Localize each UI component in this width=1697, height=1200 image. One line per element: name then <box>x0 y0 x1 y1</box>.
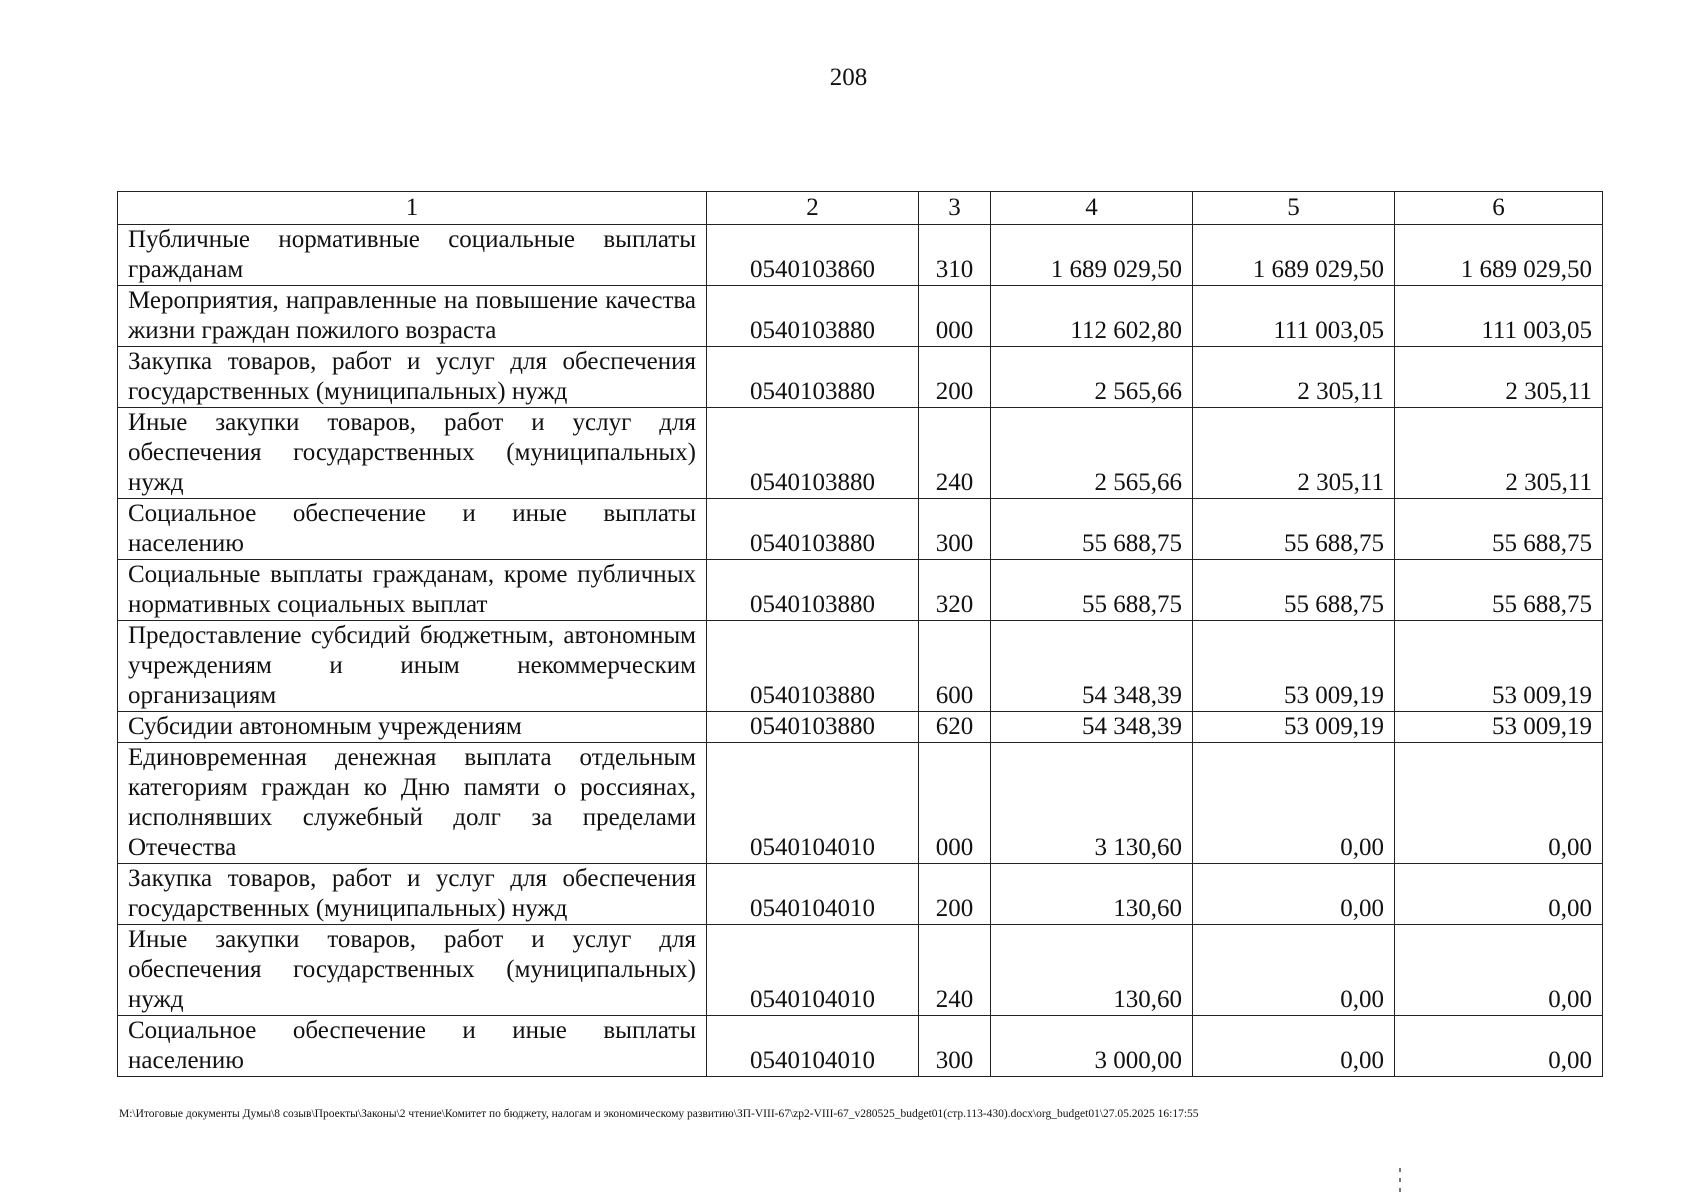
row-name: Социальное обеспечение и иные выплаты населению <box>118 1016 707 1077</box>
table-row <box>118 286 1603 347</box>
row-code: 0540103880 <box>707 286 919 347</box>
row-value-4: 130,60 <box>991 864 1193 925</box>
row-value-4: 2 565,66 <box>991 347 1193 408</box>
column-header-2: 2 <box>707 192 919 225</box>
row-type: 300 <box>919 499 991 560</box>
row-value-5: 53 009,19 <box>1193 621 1395 712</box>
row-value-5: 0,00 <box>1193 743 1395 864</box>
row-value-6: 111 003,05 <box>1395 286 1603 347</box>
table-row <box>118 1016 1603 1077</box>
row-name: Закупка товаров, работ и услуг для обеспечения государственных (муниципальных) нужд <box>118 347 707 408</box>
table-row <box>118 864 1603 925</box>
row-value-5: 0,00 <box>1193 1016 1395 1077</box>
row-name: Закупка товаров, работ и услуг для обеспечения государственных (муниципальных) нужд <box>118 864 707 925</box>
row-type: 300 <box>919 1016 991 1077</box>
row-type: 320 <box>919 560 991 621</box>
row-value-4: 112 602,80 <box>991 286 1193 347</box>
row-value-6: 55 688,75 <box>1395 560 1603 621</box>
row-value-6: 0,00 <box>1395 925 1603 1016</box>
column-header-6: 6 <box>1395 192 1603 225</box>
row-name: Иные закупки товаров, работ и услуг для обеспечения государственных (муниципальных) нужд <box>118 925 707 1016</box>
row-value-5: 2 305,11 <box>1193 347 1395 408</box>
table-row <box>118 499 1603 560</box>
table-row <box>118 347 1603 408</box>
row-value-5: 1 689 029,50 <box>1193 225 1395 286</box>
row-code: 0540103880 <box>707 712 919 743</box>
row-code: 0540104010 <box>707 1016 919 1077</box>
row-value-5: 53 009,19 <box>1193 712 1395 743</box>
table-row <box>118 743 1603 864</box>
row-value-4: 3 000,00 <box>991 1016 1193 1077</box>
row-type: 310 <box>919 225 991 286</box>
table-row <box>118 560 1603 621</box>
row-code: 0540103880 <box>707 347 919 408</box>
row-name: Социальное обеспечение и иные выплаты населению <box>118 499 707 560</box>
table-row <box>118 621 1603 712</box>
row-type: 000 <box>919 286 991 347</box>
row-name: Иные закупки товаров, работ и услуг для обеспечения государственных (муниципальных) нужд <box>118 408 707 499</box>
row-value-4: 54 348,39 <box>991 712 1193 743</box>
budget-table <box>117 191 1603 1077</box>
row-code: 0540103860 <box>707 225 919 286</box>
row-value-6: 0,00 <box>1395 864 1603 925</box>
row-name: Мероприятия, направленные на повышение качества жизни граждан пожилого возраста <box>118 286 707 347</box>
row-value-5: 0,00 <box>1193 925 1395 1016</box>
row-name: Единовременная денежная выплата отдельным категориям граждан ко Дню памяти о россиянах, исполнявших служебный долг за пределами Отечества <box>118 743 707 864</box>
row-value-4: 55 688,75 <box>991 499 1193 560</box>
row-value-5: 55 688,75 <box>1193 499 1395 560</box>
table-row <box>118 712 1603 743</box>
row-value-5: 111 003,05 <box>1193 286 1395 347</box>
header-row <box>118 192 1603 225</box>
page-number: 208 <box>829 64 868 91</box>
row-code: 0540103880 <box>707 408 919 499</box>
row-value-5: 55 688,75 <box>1193 560 1395 621</box>
row-type: 600 <box>919 621 991 712</box>
column-header-5: 5 <box>1193 192 1395 225</box>
row-name: Субсидии автономным учреждениям <box>118 712 707 743</box>
table-row <box>118 225 1603 286</box>
row-value-6: 1 689 029,50 <box>1395 225 1603 286</box>
table-row <box>118 408 1603 499</box>
scan-mark <box>1399 1188 1401 1192</box>
file-path-footer: M:\Итоговые документы Думы\8 созыв\Проекты\Законы\2 чтение\Комитет по бюджету, налогам и экономическому развитию\ЗП-VIII-67\zp2-VIII-67_v280525_budget01(стр.113-430).docx\org_budget01\27.05.2025 16:17:55 <box>119 1108 1199 1120</box>
row-value-6: 0,00 <box>1395 743 1603 864</box>
row-value-5: 2 305,11 <box>1193 408 1395 499</box>
row-value-4: 55 688,75 <box>991 560 1193 621</box>
row-value-4: 54 348,39 <box>991 621 1193 712</box>
row-name: Социальные выплаты гражданам, кроме публичных нормативных социальных выплат <box>118 560 707 621</box>
row-value-4: 2 565,66 <box>991 408 1193 499</box>
row-value-6: 2 305,11 <box>1395 408 1603 499</box>
scan-mark <box>1399 1168 1401 1172</box>
row-type: 000 <box>919 743 991 864</box>
row-type: 200 <box>919 347 991 408</box>
column-header-4: 4 <box>991 192 1193 225</box>
row-value-6: 0,00 <box>1395 1016 1603 1077</box>
row-value-4: 1 689 029,50 <box>991 225 1193 286</box>
row-code: 0540104010 <box>707 864 919 925</box>
row-value-6: 2 305,11 <box>1395 347 1603 408</box>
row-name: Предоставление субсидий бюджетным, автономным учреждениям и иным некоммерческим организациям <box>118 621 707 712</box>
scan-mark <box>1399 1178 1401 1182</box>
row-value-6: 53 009,19 <box>1395 621 1603 712</box>
row-code: 0540104010 <box>707 925 919 1016</box>
row-code: 0540103880 <box>707 621 919 712</box>
row-type: 240 <box>919 925 991 1016</box>
row-code: 0540103880 <box>707 560 919 621</box>
column-header-1: 1 <box>118 192 707 225</box>
row-type: 200 <box>919 864 991 925</box>
row-name: Публичные нормативные социальные выплаты гражданам <box>118 225 707 286</box>
row-value-6: 55 688,75 <box>1395 499 1603 560</box>
row-type: 240 <box>919 408 991 499</box>
row-value-4: 3 130,60 <box>991 743 1193 864</box>
row-code: 0540104010 <box>707 743 919 864</box>
table-row <box>118 925 1603 1016</box>
row-code: 0540103880 <box>707 499 919 560</box>
row-value-5: 0,00 <box>1193 864 1395 925</box>
column-header-3: 3 <box>919 192 991 225</box>
row-value-4: 130,60 <box>991 925 1193 1016</box>
row-type: 620 <box>919 712 991 743</box>
row-value-6: 53 009,19 <box>1395 712 1603 743</box>
